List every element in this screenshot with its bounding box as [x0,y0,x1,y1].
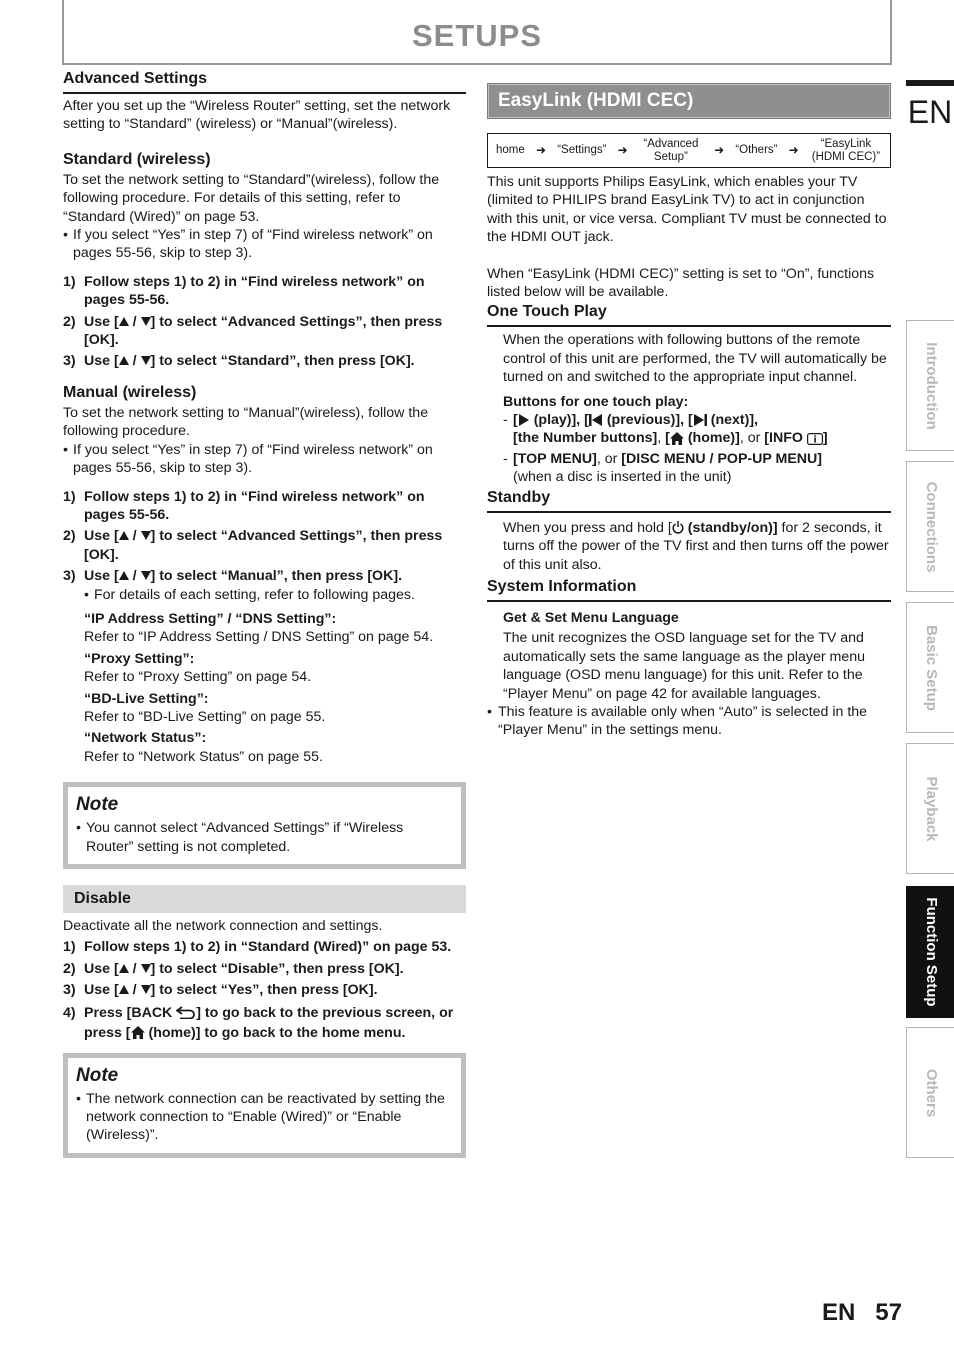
standard-wireless-intro: To set the network setting to “Standard”(wireless), follow the following procedure. For details of this setting, refer to “Standard (Wired)” on page 53. [63,171,440,225]
up-arrow-icon [119,531,129,540]
down-arrow-icon [141,317,151,326]
step-item: 3) Use [ / ] to select “Yes”, then press [OK]. [63,982,378,999]
nav-item-easylink: “EasyLink (HDMI CEC)” [811,137,881,163]
side-tab-connections[interactable]: Connections [906,461,954,592]
page-number: 57 [875,1299,902,1326]
disable-intro: Deactivate all the network connection and settings. [63,918,383,934]
menu-language-text: The unit recognizes the OSD language set for the TV and automatically sets the same language as the player menu language (OSD menu language) for this unit. Refer to the “Player Menu” on page 42 for available languages. [503,630,865,702]
navigation-path [487,133,891,168]
up-arrow-icon [119,356,129,365]
step-item: 1) Follow steps 1) to 2) in “Find wireless network” on pages 55-56. [63,488,425,523]
up-arrow-icon [119,571,129,580]
step-item: 1) Follow steps 1) to 2) in “Standard (Wired)” on page 53. [63,939,452,956]
manual-wireless-intro: To set the network setting to “Manual”(wireless), follow the following procedure. [63,404,429,440]
ref-text: Refer to “BD-Live Setting” on page 55. [84,708,326,725]
system-information-body [487,609,891,703]
ref-text: Refer to “Network Status” on page 55. [84,748,323,765]
step-item: 3) Use [ / ] to select “Standard”, then press [OK]. [63,353,415,370]
ref-label: “Proxy Setting”: [84,650,195,667]
note-text: • The network connection can be reactivated by setting the network connection to “Enable (Wired)” or “Enable (Wireless)”. [76,1090,451,1145]
up-arrow-icon [119,985,129,994]
note-title: Note [76,1064,119,1086]
up-arrow-icon [119,317,129,326]
advanced-settings-title: Advanced Settings [63,68,466,94]
one-touch-play-title: One Touch Play [487,301,891,327]
down-arrow-icon [141,571,151,580]
one-touch-play-body [487,331,891,486]
side-tab-introduction[interactable]: Introduction [906,320,954,451]
menu-language-bullet: • This feature is available only when “Auto” is selected in the “Player Menu” in the settings menu. [487,703,891,740]
reference-list [63,610,466,766]
right-arrow-icon: ➜ [714,143,725,157]
manual-sub-bullet: • For details of each setting, refer to following pages. [84,586,466,604]
footer-language: EN [821,1299,856,1326]
nav-item-others: “Others” [735,144,778,156]
side-tab-others[interactable]: Others [906,1027,954,1158]
note-box [63,782,466,869]
left-column [63,68,466,1158]
standard-wireless-bullet: • If you select “Yes” in step 7) of “Find wireless network” on pages 55-56, skip to step 3). [63,226,466,263]
info-icon [807,433,823,445]
nav-item-advanced-setup: “Advanced Setup” [643,137,699,163]
home-icon [670,432,684,445]
button-list: - [TOP MENU], or [DISC MENU / POP-UP MENU] (when a disc is inserted in the unit) [503,450,823,486]
ref-label: “BD-Live Setting”: [84,690,209,707]
standard-steps [63,273,466,371]
right-arrow-icon: ➜ [535,143,547,157]
disable-title: Disable [63,885,466,913]
ref-label: “IP Address Setting” / “DNS Setting”: [84,610,337,627]
step-item: 4) Press [BACK ] to go back to the previous screen, or press [ (home)] to go back to the home menu. [63,1004,454,1041]
disable-steps [63,938,466,1042]
right-arrow-icon: ➜ [788,143,799,157]
step-item: 3) Use [ / ] to select “Manual”, then press [OK]. [63,568,403,585]
manual-wireless-bullet: • If you select “Yes” in step 7) of “Find wireless network” on pages 55-56, skip to step 3). [63,441,466,478]
down-arrow-icon [141,964,151,973]
language-tab: EN [906,80,954,138]
down-arrow-icon [141,356,151,365]
side-tab-basic-setup[interactable]: Basic Setup [906,602,954,733]
buttons-title: Buttons for one touch play: [503,393,689,410]
ref-text: Refer to “IP Address Setting / DNS Setting” on page 54. [84,629,434,646]
easylink-intro: This unit supports Philips EasyLink, which enables your TV (limited to PHILIPS brand EasyLink TV) to act in conjunction with this unit, or vice versa. Compliant TV must be connected to the HDMI OUT jack. [487,174,887,246]
ref-label: “Network Status”: [84,730,207,747]
previous-icon [589,414,603,426]
right-column [487,83,891,740]
easylink-intro-2: When “EasyLink (HDMI CEC)” setting is set to “On”, functions listed below will be available. [487,265,875,301]
nav-item-settings: “Settings” [557,144,607,156]
nav-item-home: home [496,144,525,156]
header-box [62,0,892,65]
step-item: 2) Use [ / ] to select “Advanced Settings”, then press [OK]. [63,528,443,563]
up-arrow-icon [119,964,129,973]
down-arrow-icon [141,985,151,994]
page-footer [802,1298,902,1328]
power-icon [672,521,684,534]
easylink-title: EasyLink (HDMI CEC) [487,83,891,119]
next-icon [693,414,707,426]
right-arrow-icon: ➜ [617,143,628,157]
down-arrow-icon [141,531,151,540]
play-icon [518,414,530,426]
step-item: 2) Use [ / ] to select “Advanced Settings”, then press [OK]. [63,313,443,349]
home-icon [131,1026,145,1039]
standard-wireless-title: Standard (wireless) [63,150,211,168]
side-tab-function-setup[interactable]: Function Setup [906,886,954,1018]
standby-text: When you press and hold [ (standby/on)] for 2 seconds, it turns off the power of the TV first and then turns off the power of this unit also. [503,519,889,573]
note-box [63,1053,466,1158]
page-title: SETUPS [411,18,543,53]
button-list: - [ (play)], [ (previous)], [ (next)], [the Number buttons], [ (home)], or [INFO ] [503,412,828,447]
ref-text: Refer to “Proxy Setting” on page 54. [84,669,312,686]
step-item: 1) Follow steps 1) to 2) in “Find wireless network” on pages 55-56. [63,273,425,309]
manual-steps [63,488,466,586]
one-touch-play-text: When the operations with following buttons of the remote control of this unit are performed, the TV will automatically be turned on and switched to the appropriate input channel. [503,332,887,386]
system-information-title: System Information [487,576,891,602]
back-icon [176,1006,196,1019]
manual-wireless-title: Manual (wireless) [63,383,197,401]
advanced-settings-intro: After you set up the “Wireless Router” setting, set the network setting to “Standard” (wireless) or “Manual”(wireless). [63,98,451,133]
note-text: • You cannot select “Advanced Settings” if “Wireless Router” setting is not completed. [76,819,451,856]
standby-body [487,519,891,574]
standby-title: Standby [487,487,891,513]
side-tab-playback[interactable]: Playback [906,743,954,874]
step-item: 2) Use [ / ] to select “Disable”, then press [OK]. [63,960,404,977]
note-title: Note [76,794,119,816]
menu-language-title: Get & Set Menu Language [503,609,679,626]
